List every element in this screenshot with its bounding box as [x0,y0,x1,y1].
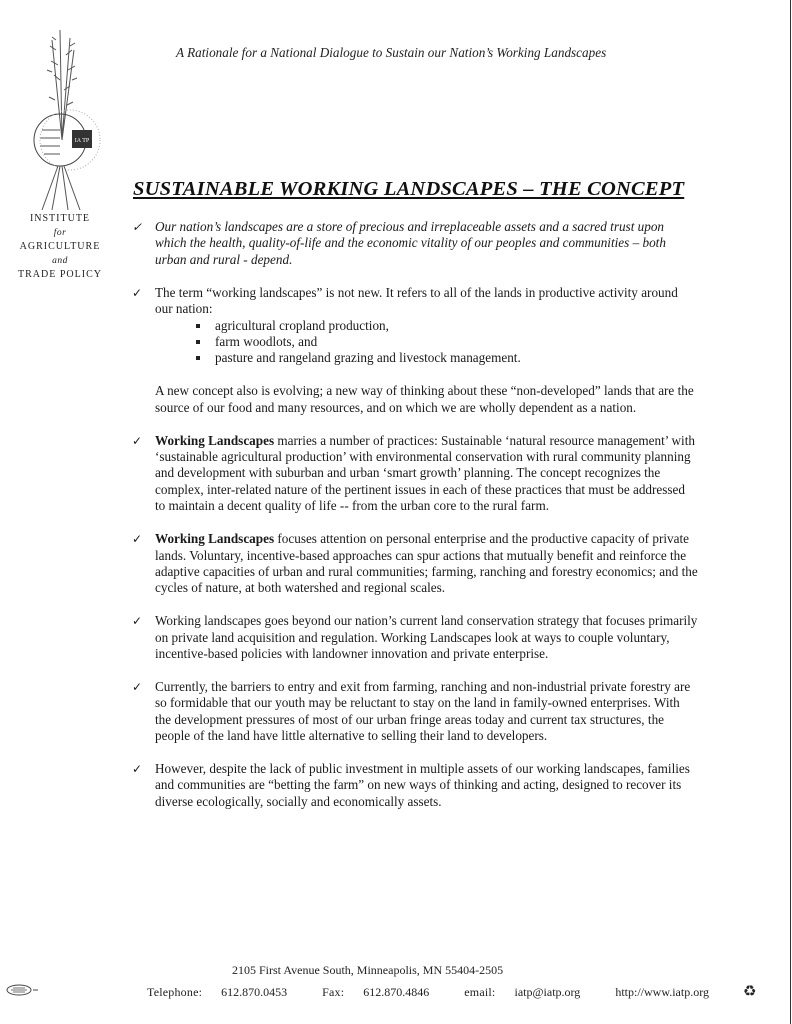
item-text: However, despite the lack of public investment in multiple assets of our working landscapes, families and communities are “betting the farm” on new ways of thinking and acting, designed to recover its diverse ecologically, socially and economically assets. [155,761,690,809]
list-item [133,531,698,597]
header-tagline: A Rationale for a National Dialogue to Sustain our Nation’s Working Landscapes [176,45,607,60]
telephone-value: 612.870.0453 [221,985,288,999]
list-item [133,433,698,515]
list-item [133,285,698,416]
bullet-item: agricultural cropland production, [196,318,698,334]
item-text: The term “working landscapes” is not new. It refers to all of the lands in productive activity around our nation: [155,284,678,317]
page-edge [790,0,791,1024]
email-link[interactable]: iatp@iatp.org [514,985,581,999]
page-title: SUSTAINABLE WORKING LANDSCAPES – THE CONCEPT [133,178,685,200]
followup-paragraph: A new concept also is evolving; a new way of thinking about these “non-developed” lands that are the source of our food and many resources, and on which we are wholly dependent as a nation. [155,383,694,415]
document-body [133,219,698,827]
bullet-item: farm woodlots, and [196,334,698,350]
item-bold-lead: Working Landscapes [155,432,275,448]
email-label: email: [464,985,496,999]
checkmark-icon: ✓ [132,679,143,694]
checkmark-icon: ✓ [132,762,143,777]
list-item [133,613,698,662]
recycle-icon: ♻ [743,984,757,1000]
checkmark-icon: ✓ [132,614,143,629]
checkmark-icon: ✓ [132,433,143,448]
fax-value: 612.870.4846 [363,985,430,999]
telephone-label: Telephone: [147,985,203,999]
land-types-list [155,318,698,367]
logo-line-and: and [52,256,68,266]
logo-line-institute: INSTITUTE [29,213,91,224]
list-item [133,679,698,745]
logo-line-agriculture: AGRICULTURE [19,241,101,252]
item-text: Currently, the barriers to entry and exit from farming, ranching and non-industrial private forestry are so formidable that our youth may be reluctant to stay on the land in family-owned enterprises. With the development pressures of most of our urban fringe areas today and current tax structures, the people of the land have little alternative to selling their land to developers. [155,678,691,744]
bullet-item: pasture and rangeland grazing and livestock management. [196,350,698,366]
institute-name [0,212,120,282]
footer-contact [147,985,725,1000]
logo-line-for: for [53,228,67,238]
svg-text:IA TP: IA TP [74,138,90,144]
item-text: Our nation’s landscapes are a store of precious and irreplaceable assets and a sacred trust upon which the health, quality-of-life and the economic vitality of our peoples and communities – both urban and rural - depend. [155,219,666,267]
item-bold-lead: Working Landscapes [155,531,275,547]
list-item [133,761,698,810]
item-text: focuses attention on personal enterprise and the productive capacity of private lands. Voluntary, incentive-based approaches can spur actions that mutually benefit and reinforce the adaptive capacities of urban and rural communities; farming, ranching and forestry economics; and the cycles of nature, at both watershed and regional scales. [155,531,698,596]
wheat-globe-logo-icon [22,10,102,210]
footer-address: 2105 First Avenue South, Minneapolis, MN 55404-2505 [232,963,504,977]
checkmark-icon: ✓ [132,220,143,234]
checkmark-icon: ✓ [132,285,143,300]
union-bug-icon [6,984,40,998]
item-text: marries a number of practices: Sustainable ‘natural resource management’ with ‘sustainable agricultural production’ with environmental conservation with rural community planning and development with suburban and urban ‘smart growth’ planning. The concept recognizes the complex, inter-related nature of the pertinent issues in each of these practices that must be addressed to maintain a decent quality of life -- from the urban core to the rural farm. [155,432,695,514]
iatp-logo [0,0,120,290]
logo-line-trade-policy: TRADE POLICY [18,269,102,280]
fax-label: Fax: [322,985,345,999]
website-link[interactable]: http://www.iatp.org [615,985,709,999]
checkmark-icon: ✓ [132,532,143,547]
item-text: Working landscapes goes beyond our nation’s current land conservation strategy that focuses primarily on private land acquisition and regulation. Working Landscapes look at ways to couple voluntary, incentive-based policies with landowner innovation and private enterprise. [155,613,698,662]
list-item [133,219,698,268]
